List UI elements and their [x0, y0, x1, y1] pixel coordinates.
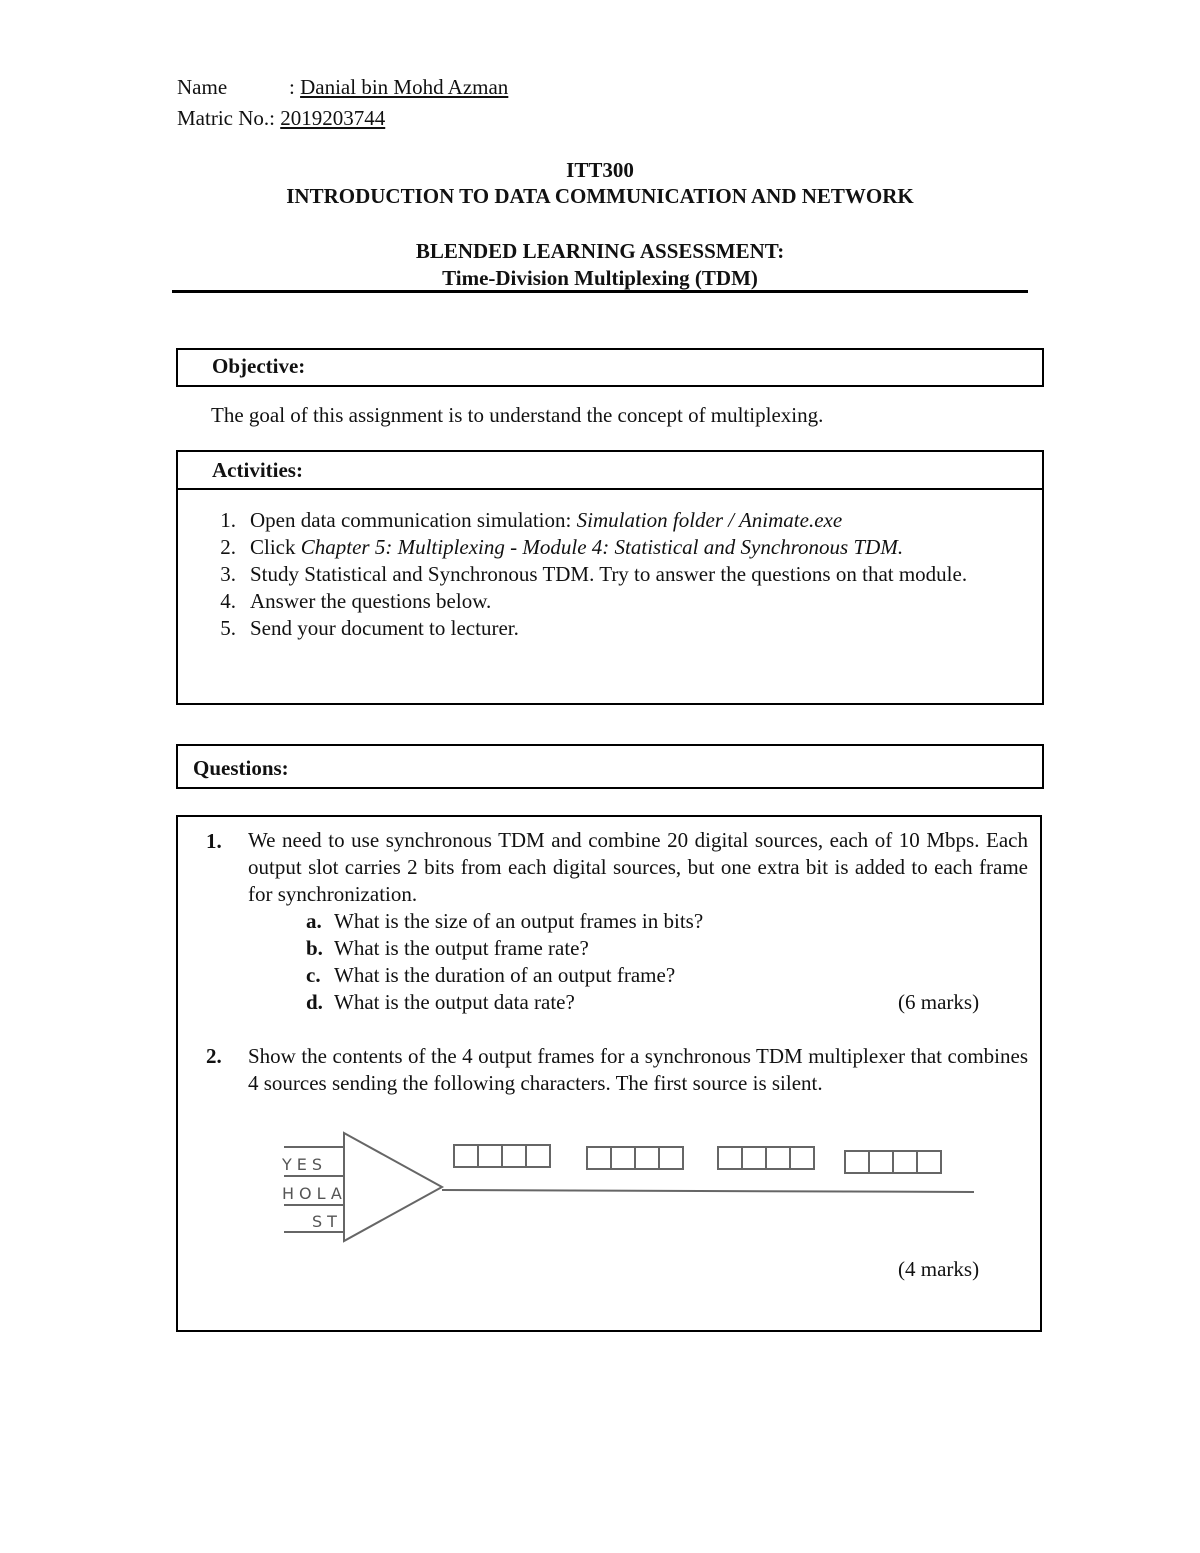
- question-1-marks: (6 marks): [898, 990, 980, 1014]
- objective-box: [176, 348, 1044, 387]
- questions-heading: Questions:: [193, 756, 289, 780]
- activity-item: 3. Study Statistical and Synchronous TDM. Try to answer the questions on that module.: [220, 562, 968, 586]
- output-line: [442, 1190, 974, 1192]
- question-1a: a. What is the size of an output frames in bits?: [306, 909, 704, 933]
- question-2-marks: (4 marks): [898, 1257, 980, 1281]
- question-1-number: 1.: [206, 829, 222, 853]
- activities-heading: Activities:: [212, 458, 303, 482]
- matric-number: 2019203744: [280, 106, 386, 130]
- input-st-label: ST: [312, 1212, 342, 1231]
- name-separator: :: [289, 75, 295, 99]
- name-label: Name: [177, 75, 228, 99]
- frame-group: [454, 1145, 941, 1173]
- assessment-title: BLENDED LEARNING ASSESSMENT:: [415, 239, 785, 263]
- questions-box: [176, 815, 1042, 1332]
- activities-list: [212, 507, 1002, 642]
- topic-title: Time-Division Multiplexing (TDM): [442, 266, 758, 290]
- question-1d: d. What is the output data rate?: [306, 990, 575, 1014]
- activity-item: 1. Open data communication simulation: Simulation folder / Animate.exe: [220, 508, 843, 532]
- question-1c: c. What is the duration of an output frame?: [306, 963, 676, 987]
- activity-item: 4. Answer the questions below.: [220, 589, 492, 613]
- objective-text: The goal of this assignment is to understand the concept of multiplexing.: [211, 403, 824, 427]
- objective-heading: Objective:: [212, 354, 306, 378]
- activity-item: 2. Click Chapter 5: Multiplexing - Module 4: Statistical and Synchronous TDM.: [220, 535, 904, 559]
- activities-heading-box: [176, 450, 1044, 490]
- course-code: ITT300: [566, 158, 634, 182]
- question-2-text: Show the contents of the 4 output frames for a synchronous TDM multiplexer that combines 4 sources sending the following characters. The first source is silent.: [248, 1044, 1028, 1095]
- name-line: [177, 72, 508, 102]
- tdm-diagram: [278, 1127, 978, 1247]
- matric-label: Matric No.:: [177, 106, 275, 130]
- question-2-number: 2.: [206, 1044, 222, 1068]
- question-1b: b. What is the output frame rate?: [306, 936, 589, 960]
- course-name: INTRODUCTION TO DATA COMMUNICATION AND NETWORK: [286, 184, 914, 208]
- questions-heading-box: [176, 744, 1044, 789]
- activity-item: 5. Send your document to lecturer.: [220, 616, 519, 640]
- student-name: Danial bin Mohd Azman: [300, 75, 509, 99]
- activities-box: [176, 488, 1044, 705]
- output-frame-1: [454, 1145, 550, 1167]
- matric-line: [177, 103, 385, 133]
- question-1-text: We need to use synchronous TDM and combine 20 digital sources, each of 10 Mbps. Each output slot carries 2 bits from each digital sources, but one extra bit is added to each frame for synchronization.: [248, 828, 1028, 906]
- multiplexer-shape: [344, 1133, 442, 1241]
- title-rule: [172, 290, 1028, 293]
- input-yes-label: YES: [282, 1155, 328, 1174]
- output-frame-4: [845, 1151, 941, 1173]
- output-frame-2: [587, 1147, 683, 1169]
- input-hola-label: HOLA: [282, 1184, 347, 1203]
- output-frame-3: [718, 1147, 814, 1169]
